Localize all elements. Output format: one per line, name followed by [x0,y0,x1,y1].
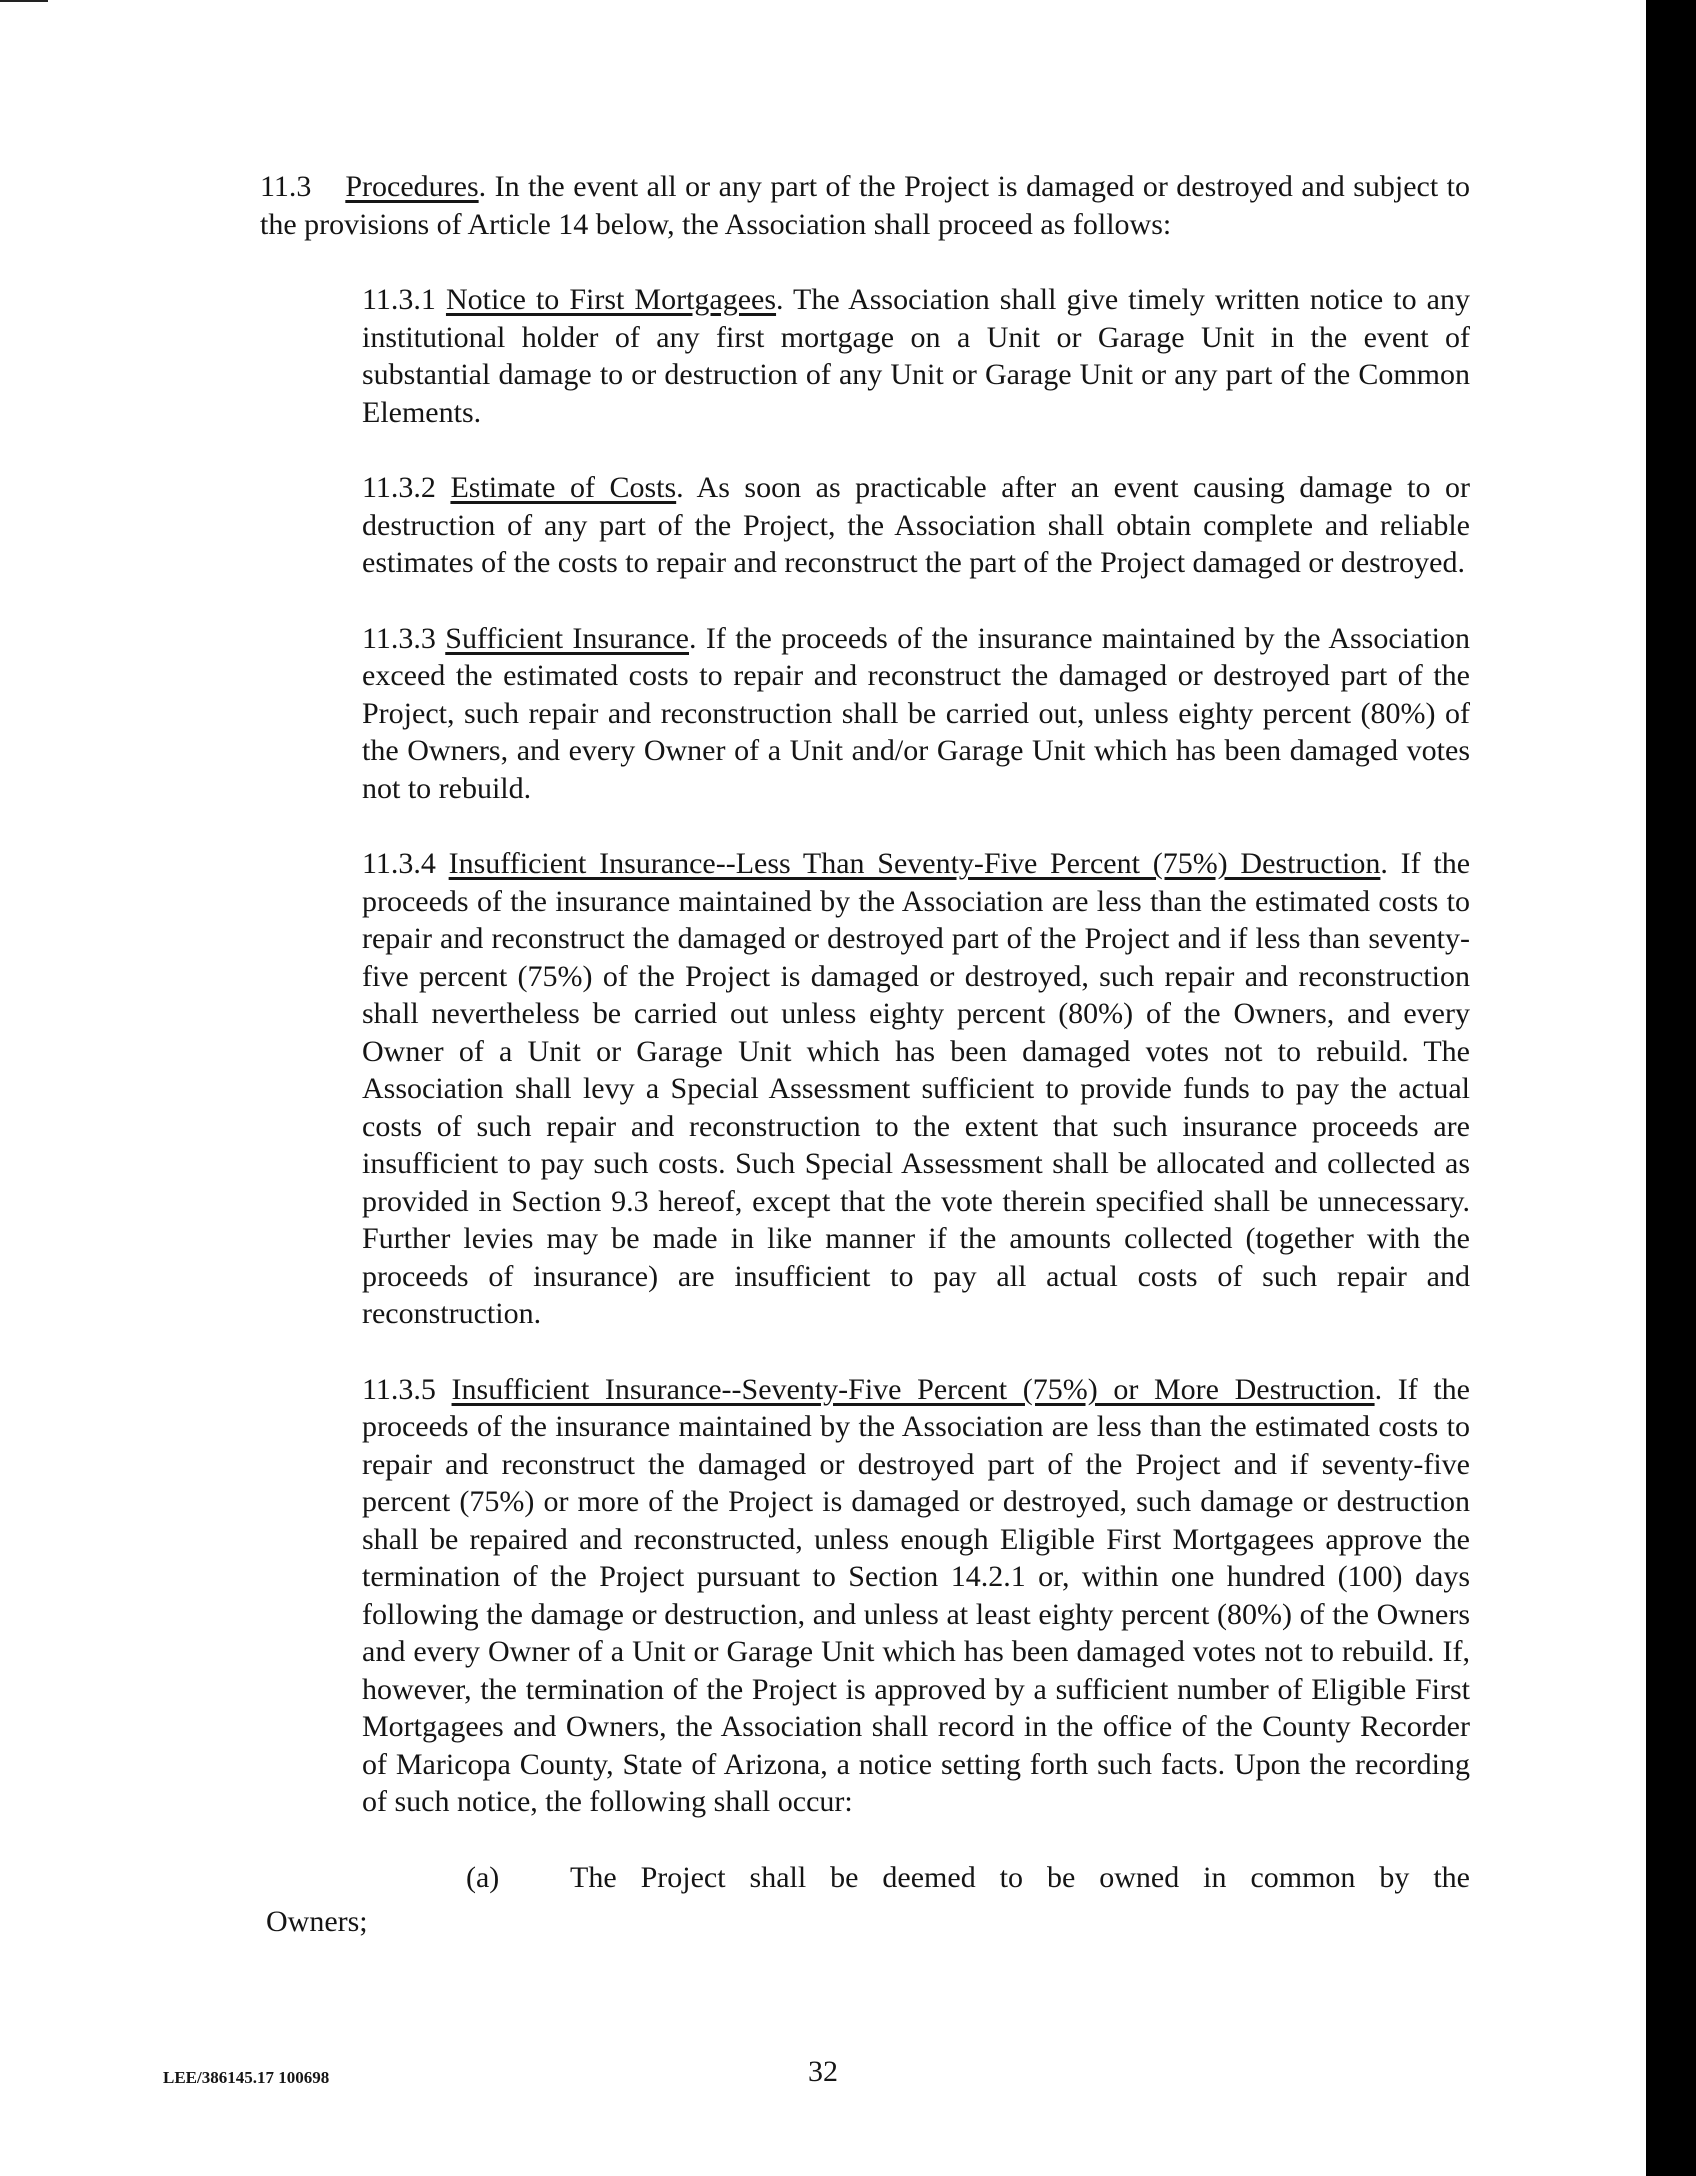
list-item-a [160,1859,1470,1897]
section-body: . If the proceeds of the insurance maintained by the Association are less than the estimated costs to repair and reconstruct the damaged or destroyed part of the Project and if seventy-five percent (75%) or more of the Project is damaged or destroyed, such damage or destruction shall be repaired and reconstructed, unless enough Eligible First Mortgagees approve the termination of the Project pursuant to Section 14.2.1 or, within one hundred (100) days following the damage or destruction, and unless at least eighty percent (80%) of the Owners and every Owner of a Unit or Garage Unit which has been damaged votes not to rebuild. If, however, the termination of the Project is approved by a sufficient number of Eligible First Mortgagees and Owners, the Association shall record in the office of the County Recorder of Maricopa County, State of Arizona, a notice setting forth such facts. Upon the recording of such notice, the following shall occur: [362,1372,1470,1818]
section-body: . If the proceeds of the insurance maintained by the Association exceed the estimated costs to repair and reconstruct the damaged or destroyed part of the Project, such repair and reconstruction shall be carried out, unless eighty percent (80%) of the Owners, and every Owner of a Unit and/or Garage Unit which has been damaged votes not to rebuild. [362,621,1470,805]
item-text: The Project shall be deemed to be owned in common by the [570,1860,1470,1894]
section-number: 11.3.3 [362,621,436,655]
section-body: . As soon as practicable after an event causing damage to or destruction of any part of the Project, the Association shall obtain complete and reliable estimates of the costs to repair and reconstruct the part of the Project damaged or destroyed. [362,471,1470,579]
section-title: Insufficient Insurance--Seventy-Five Percent (75%) or More Destruction [451,1372,1375,1406]
section-11-3-2 [160,469,1470,582]
section-title: Sufficient Insurance [445,621,689,655]
section-11-3 [160,168,1470,243]
document-code: LEE/386145.17 100698 [163,2068,330,2087]
section-title: Notice to First Mortgagees [445,283,777,316]
scan-edge-bar [1646,0,1696,2176]
section-body: . The Association shall give timely written notice to any institutional holder of any first mortgage on a Unit or Garage Unit in the event of substantial damage to or destruction of any Unit or Garage Unit or any part of the Common Elements. [362,283,1470,429]
section-number: 11.3.2 [362,471,436,504]
scan-corner-mark [0,0,48,2]
section-number: 11.3.4 [362,847,436,880]
item-continuation: Owners; [266,1904,368,1938]
section-title: Procedures [345,170,479,203]
section-body: . In the event all or any part of the Project is damaged or destroyed and subject to the provisions of Article 14 below, the Association shall proceed as follows: [260,170,1471,241]
section-number: 11.3.5 [362,1372,436,1406]
section-11-3-4 [160,845,1470,1333]
document-page [160,168,1470,1940]
section-11-3-1 [160,281,1470,431]
item-label: (a) [466,1860,500,1894]
section-title: Insufficient Insurance--Less Than Seventy-Five Percent (75%) Destruction [448,847,1381,880]
page-number: 32 [808,2055,838,2088]
section-number: 11.3 [260,170,312,203]
section-11-3-3 [160,620,1470,808]
section-number: 11.3.1 [362,283,436,316]
section-title: Estimate of Costs [450,471,677,504]
section-11-3-5 [160,1371,1470,1821]
section-body: . If the proceeds of the insurance maintained by the Association are less than the estimated costs to repair and reconstruct the damaged or destroyed part of the Project and if less than seventy-five percent (75%) of the Project is damaged or destroyed, such repair and reconstruction shall nevertheless be carried out unless eighty percent (80%) of the Owners, and every Owner of a Unit or Garage Unit which has been damaged votes not to rebuild. The Association shall levy a Special Assessment sufficient to provide funds to pay the actual costs of such repair and reconstruction to the extent that such insurance proceeds are insufficient to pay such costs. Such Special Assessment shall be allocated and collected as provided in Section 9.3 hereof, except that the vote therein specified shall be unnecessary. Further levies may be made in like manner if the amounts collected (together with the proceeds of insurance) are insufficient to pay all actual costs of such repair and reconstruction. [362,847,1471,1330]
